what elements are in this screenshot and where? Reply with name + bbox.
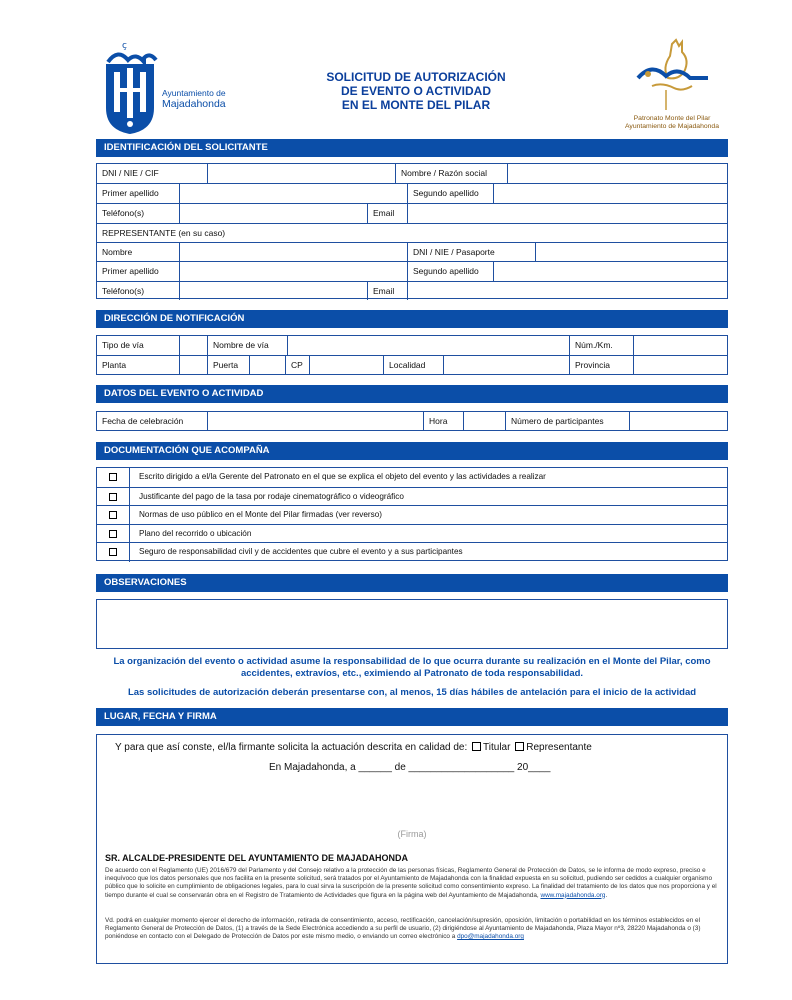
documentacion-grid <box>96 467 728 561</box>
label-nombre-razon: Nombre / Razón social <box>395 164 507 183</box>
doc-item <box>97 468 727 487</box>
label-hora: Hora <box>423 412 463 430</box>
doc-item <box>97 505 727 525</box>
divider <box>129 506 130 525</box>
rep-dni-input[interactable] <box>535 243 727 262</box>
patronato-line2: Ayuntamiento de Majadahonda <box>625 123 719 130</box>
doc-item <box>97 487 727 506</box>
label-localidad: Localidad <box>383 356 443 375</box>
destinatario: SR. ALCALDE-PRESIDENTE DEL AYUNTAMIENTO DE MAJADAHONDA <box>105 853 409 863</box>
legal-text-1: De acuerdo con el Reglamento (UE) 2016/679 del Parlamento y del Consejo relativo a la protección de las personas físicas, Reglamento General de Protección de Datos, se le informa de modo expreso, preciso e inequívoco que los datos personales que nos facilita en la presente solicitud, será tratados por el Ayuntamiento de Majadahonda con la finalidad expuesta en su solicitud, pudiendo ser cedidos a cualquier organismo público que lo solicite en cumplimiento de obligaciones legales, para lo cual sirva la suscripción de la presente solicitud como consentimiento expreso. La finalidad del tratamiento de los datos que nos proporciona y el tiempo durante el cual se conservarán obra en el Registro de Tratamiento de Actividades que figura en la página web del Ayuntamiento de Majadahonda, www.majadahonda.org. <box>105 867 717 899</box>
label-primer-apellido: Primer apellido <box>102 188 159 198</box>
form-row <box>97 355 727 375</box>
label-rep-dni: DNI / NIE / Pasaporte <box>407 243 535 262</box>
telefono-input[interactable] <box>179 204 367 224</box>
localidad-input[interactable] <box>443 356 569 375</box>
label-planta: Planta <box>102 360 127 370</box>
doc-item-label: Normas de uso público en el Monte del Pilar firmadas (ver reverso) <box>139 510 382 519</box>
representante-label: Representante <box>526 742 592 753</box>
label-dni: DNI / NIE / CIF <box>102 168 159 178</box>
label-rep-nombre: Nombre <box>102 247 133 257</box>
form-row <box>97 164 727 183</box>
observaciones-textarea[interactable] <box>96 599 728 649</box>
label-email: Email <box>367 204 407 224</box>
rep-nombre-input[interactable] <box>179 243 407 262</box>
form-row <box>97 261 727 282</box>
form-row <box>97 242 727 262</box>
doc-checkbox[interactable] <box>109 548 117 556</box>
label-fecha-celebracion: Fecha de celebración <box>102 416 184 426</box>
doc-item-label: Plano del recorrido o ubicación <box>139 529 252 538</box>
legal-1-text: De acuerdo con el Reglamento (UE) 2016/679 del Parlamento y del Consejo relativo a la protección de las personas físicas, Reglamento General de Protección de Datos, se le informa de modo expreso, preciso e inequívoco que los datos personales que nos facilita en la presente solicitud, será tratados por el Ayuntamiento de Majadahonda con la finalidad expuesta en su solicitud, pudiendo ser cedidos a cualquier organismo público que lo solicite en cumplimiento de obligaciones legales, para lo cual sirva la suscripción de la presente solicitud como consentimiento expreso. La finalidad del tratamiento de los datos que nos proporciona y el tiempo durante el cual se conservarán obra en el Registro de Tratamiento de Actividades que figura en la página web del Ayuntamiento de Majadahonda, <box>105 867 717 899</box>
responsabilidad-note: La organización del evento o actividad asume la responsabilidad de lo que ocurra durante su realización en el Monte del Pilar, como accidentes, extravíos, etc., eximiendo al Patronato de toda responsabilidad. <box>113 656 711 679</box>
num-km-input[interactable] <box>633 336 727 355</box>
conste-line <box>115 741 592 755</box>
label-num-km: Núm./Km. <box>569 336 633 355</box>
section-evento-header: DATOS DEL EVENTO O ACTIVIDAD <box>96 385 728 403</box>
form-row <box>97 183 727 204</box>
cp-input[interactable] <box>309 356 383 375</box>
section-notificacion-header: DIRECCIÓN DE NOTIFICACIÓN <box>96 310 728 328</box>
legal-text-2 <box>105 917 719 942</box>
page-title <box>300 70 532 112</box>
doc-item-label: Justificante del pago de la tasa por rodaje cinematográfico o videográfico <box>139 492 404 501</box>
doc-checkbox[interactable] <box>109 511 117 519</box>
dpo-email-link[interactable]: dpo@majadahonda.org <box>457 933 524 941</box>
title-line2: DE EVENTO O ACTIVIDAD <box>340 84 492 98</box>
label-provincia: Provincia <box>569 356 633 375</box>
nombre-via-input[interactable] <box>287 336 569 355</box>
rep-primer-apellido-input[interactable] <box>179 262 407 282</box>
solicitante-grid <box>96 163 728 299</box>
section-solicitante-header: IDENTIFICACIÓN DEL SOLICITANTE <box>96 139 728 157</box>
divider <box>129 488 130 506</box>
form-row <box>97 203 727 224</box>
ayuntamiento-name <box>162 88 226 111</box>
antelacion-note: Las solicitudes de autorización deberán presentarse con, al menos, 15 días hábiles de antelación para el inicio de la actividad <box>127 687 697 698</box>
segundo-apellido-input[interactable] <box>493 184 727 204</box>
participantes-input[interactable] <box>629 412 727 430</box>
tipo-via-input[interactable] <box>179 336 207 355</box>
label-rep-email: Email <box>367 282 407 300</box>
representante-checkbox[interactable] <box>515 742 524 751</box>
evento-grid <box>96 411 728 431</box>
label-puerta: Puerta <box>207 356 249 375</box>
section-firma-header: LUGAR, FECHA Y FIRMA <box>96 708 728 726</box>
rep-segundo-apellido-input[interactable] <box>493 262 727 282</box>
doc-checkbox[interactable] <box>109 493 117 501</box>
section-documentacion-header: DOCUMENTACIÓN QUE ACOMPAÑA <box>96 442 728 460</box>
fecha-celebracion-input[interactable] <box>207 412 423 430</box>
doc-item-label: Seguro de responsabilidad civil y de accidentes que cubre el evento y a sus participantes <box>139 547 463 556</box>
puerta-input[interactable] <box>249 356 285 375</box>
legal-2-text: Vd. podrá en cualquier momento ejercer el derecho de información, retirada de consentimiento, acceso, rectificación, cancelación/supresión, oposición, limitación o portabilidad en los términos establecidos en el Reglamento General de Protección de Datos, (1) a través de la Sede Electrónica accediendo a su perfil de usuario, (2) dirigiéndose al Ayuntamiento de Majadahonda, Plaza Mayor nº3, 28220 Majadahonda o (3) poniéndose en contacto con el Delegado de Protección de Datos por este mismo medio, o enviando un correo electrónico a <box>105 917 701 941</box>
lugar-fecha-line: En Majadahonda, a ______ de ___________________ 20____ <box>269 762 551 773</box>
svg-text:ç: ç <box>122 41 127 51</box>
label-tipo-via: Tipo de vía <box>102 340 144 350</box>
rep-email-input[interactable] <box>407 282 727 300</box>
dni-input[interactable] <box>207 164 395 183</box>
ayuntamiento-line2: Majadahonda <box>162 98 226 110</box>
firma-label: (Firma) <box>397 829 427 839</box>
form-row <box>97 412 727 430</box>
doc-item <box>97 542 727 562</box>
divider <box>129 468 130 487</box>
patronato-line1: Patronato Monte del Pilar <box>633 115 711 122</box>
divider <box>129 543 130 562</box>
nombre-razon-input[interactable] <box>507 164 727 183</box>
label-rep-primer-apellido: Primer apellido <box>102 266 159 276</box>
label-rep-segundo-apellido: Segundo apellido <box>407 262 493 282</box>
form-row <box>97 336 727 355</box>
label-segundo-apellido: Segundo apellido <box>407 184 493 204</box>
label-cp: CP <box>285 356 309 375</box>
doc-item <box>97 524 727 543</box>
form-row <box>97 281 727 300</box>
label-nombre-via: Nombre de vía <box>207 336 287 355</box>
doc-item-label: Escrito dirigido a el/la Gerente del Patronato en el que se explica el objeto del evento y las actividades a realizar <box>139 472 546 481</box>
label-representante: REPRESENTANTE (en su caso) <box>102 228 226 238</box>
firma-box <box>96 734 728 964</box>
primer-apellido-input[interactable] <box>179 184 407 204</box>
section-observaciones-header: OBSERVACIONES <box>96 574 728 592</box>
planta-input[interactable] <box>179 356 207 375</box>
conste-text: Y para que así conste, el/la firmante solicita la actuación descrita en calidad de: <box>115 742 468 753</box>
title-line1: SOLICITUD DE AUTORIZACIÓN <box>326 70 506 84</box>
ayuntamiento-logo <box>100 38 160 136</box>
doc-checkbox[interactable] <box>109 473 117 481</box>
label-telefono: Teléfono(s) <box>102 208 145 218</box>
patronato-name <box>612 115 732 131</box>
notificacion-grid <box>96 335 728 375</box>
titular-checkbox[interactable] <box>472 742 481 751</box>
divider <box>129 525 130 543</box>
patronato-logo <box>632 38 712 116</box>
rep-telefono-input[interactable] <box>179 282 367 300</box>
web-link[interactable]: www.majadahonda.org <box>540 891 606 899</box>
title-line3: EN EL MONTE DEL PILAR <box>341 98 491 112</box>
label-participantes: Número de participantes <box>505 412 629 430</box>
email-input[interactable] <box>407 204 727 224</box>
provincia-input[interactable] <box>633 356 727 375</box>
doc-checkbox[interactable] <box>109 530 117 538</box>
titular-label: Titular <box>483 742 511 753</box>
ayuntamiento-line1: Ayuntamiento de <box>162 88 226 98</box>
form-row <box>97 223 727 243</box>
label-rep-telefono: Teléfono(s) <box>102 286 145 296</box>
hora-input[interactable] <box>463 412 505 430</box>
